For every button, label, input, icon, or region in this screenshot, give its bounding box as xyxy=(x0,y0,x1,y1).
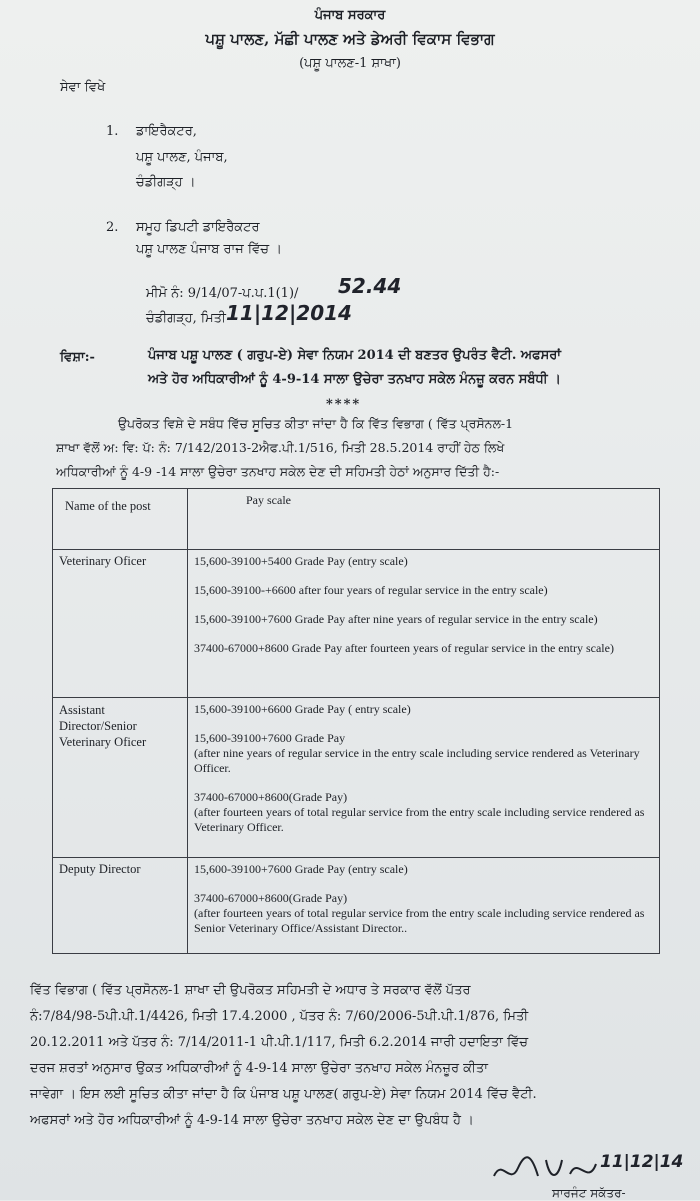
closing-line: ਜਾਵੇਗਾ । ਇਸ ਲਈ ਸੂਚਿਤ ਕੀਤਾ ਜਾਂਦਾ ਹੈ ਕਿ ਪੰਜਾਬ ਪਸ਼ੂ ਪਾਲਣ( ਗਰੁਪ-ਏ) ਸੇਵਾ ਨਿਯਮ 2014 ਵਿੱਚ ਵੈਟੀ. xyxy=(30,1087,537,1102)
addressee-2-line: ਸਮੂਹ ਡਿਪਟੀ ਡਾਇਰੈਕਟਰ xyxy=(136,220,260,235)
memo-date-handwritten: 11|12|2014 xyxy=(226,301,352,325)
table-cell-payscale xyxy=(188,550,660,698)
addressee-1-line: ਚੰਡੀਗੜ੍ਹ । xyxy=(136,175,196,190)
pay-entry: 37400-67000+8600(Grade Pay) (after fourteen years of total regular service from the entry scale including service rendered as Veterinary Officer. xyxy=(194,790,645,834)
signature-date-handwritten: 11|12|14 xyxy=(600,1152,684,1172)
pay-entry: 15,600-39100+7600 Grade Pay after nine years of regular service in the entry scale) xyxy=(194,612,598,626)
table-cell-post: Veterinary Oficer xyxy=(53,550,188,698)
table-cell-post: Assistant Director/Senior Veterinary Oficer xyxy=(53,698,188,858)
closing-line: ਅਫਸਰਾਂ ਅਤੇ ਹੋਰ ਅਧਿਕਾਰੀਆਂ ਨੂੰ 4-9-14 ਸਾਲਾ ਉਚੇਰਾ ਤਨਖਾਹ ਸਕੇਲ ਦੇਣ ਦਾ ਉਪਬੰਧ ਹੈ । xyxy=(30,1113,474,1128)
subject-label: ਵਿਸ਼ਾ:- xyxy=(60,350,95,365)
addressee-2-line: ਪਸ਼ੂ ਪਾਲਣ ਪੰਜਾਬ ਰਾਜ ਵਿੱਚ । xyxy=(136,242,282,257)
table-row xyxy=(53,858,660,954)
header-department: ਪਸ਼ੂ ਪਾਲਣ, ਮੱਛੀ ਪਾਲਣ ਅਤੇ ਡੇਅਰੀ ਵਿਕਾਸ ਵਿਭਾਗ xyxy=(205,30,495,48)
signatory-designation: ਸਾਰਜੰਟ ਸਕੱਤਰ- xyxy=(552,1186,626,1200)
intro-line: ਉਪਰੋਕਤ ਵਿਸ਼ੇ ਦੇ ਸਬੰਧ ਵਿੱਚ ਸੂਚਿਤ ਕੀਤਾ ਜਾਂਦਾ ਹੈ ਕਿ ਵਿੱਤ ਵਿਭਾਗ ( ਵਿੱਤ ਪ੍ਰਸੋਨਲ-1 xyxy=(118,416,514,431)
closing-paragraph xyxy=(30,978,670,1134)
memo-number-label: ਮੀਮੋ ਨੰ: 9/14/07-ਪ.ਪ.1(1)/ xyxy=(146,286,299,301)
memo-number-handwritten: 52.44 xyxy=(338,274,402,298)
closing-line: ਨੰ:7/84/98-5ਪੀ.ਪੀ.1/4426, ਮਿਤੀ 17.4.2000 , ਪੱਤਰ ਨੰ: 7/60/2006-5ਪੀ.ਪੀ.1/876, ਮਿਤੀ xyxy=(30,1009,529,1024)
pay-entry: 37400-67000+8600 Grade Pay after fourteen years of regular service in the entry scale) xyxy=(194,641,614,655)
subject-line: ਪੰਜਾਬ ਪਸ਼ੂ ਪਾਲਣ ( ਗਰੁਪ-ਏ) ਸੇਵਾ ਨਿਯਮ 2014 ਦੀ ਬਣਤਰ ਉਪਰੰਤ ਵੈਟੀ. ਅਫਸਰਾਂ xyxy=(148,348,561,363)
intro-paragraph xyxy=(56,412,646,484)
header-branch: (ਪਸ਼ੂ ਪਾਲਣ-1 ਸ਼ਾਖਾ) xyxy=(299,56,401,71)
pay-entry: 15,600-39100+6600 Grade Pay ( entry scale) xyxy=(194,702,411,716)
subject-text xyxy=(148,344,640,392)
table-cell-payscale xyxy=(188,698,660,858)
pay-entry: 15,600-39100-+6600 after four years of regular service in the entry scale) xyxy=(194,583,548,597)
closing-line: 20.12.2011 ਅਤੇ ਪੱਤਰ ਨੰ: 7/14/2011-1 ਪੀ.ਪੀ.1/117, ਮਿਤੀ 6.2.2014 ਜਾਰੀ ਹਦਾਇਤਾ ਵਿੱਚ xyxy=(30,1035,529,1050)
closing-line: ਵਿੱਤ ਵਿਭਾਗ ( ਵਿੱਤ ਪ੍ਰਸੋਨਲ-1 ਸ਼ਾਖਾ ਦੀ ਉਪਰੋਕਤ ਸਹਿਮਤੀ ਦੇ ਅਧਾਰ ਤੇ ਸਰਕਾਰ ਵੱਲੋਂ ਪੱਤਰ xyxy=(30,983,471,998)
table-header-payscale: Pay scale xyxy=(188,489,660,550)
table-header-row xyxy=(53,489,660,550)
addressee-1-line: ਡਾਇਰੈਕਟਰ, xyxy=(136,124,197,139)
pay-entry: 15,600-39100+7600 Grade Pay (after nine years of regular service in the entry scale including service rendered as Veterinary Officer. xyxy=(194,731,640,775)
pay-entry: 15,600-39100+7600 Grade Pay (entry scale) xyxy=(194,862,408,876)
pay-scale-table xyxy=(52,488,660,954)
intro-line: ਅਧਿਕਾਰੀਆਂ ਨੂੰ 4-9 -14 ਸਾਲਾ ਉਚੇਰਾ ਤਨਖਾਹ ਸਕੇਲ ਦੇਣ ਦੀ ਸਹਿਮਤੀ ਹੇਠਾਂ ਅਨੁਸਾਰ ਦਿੱਤੀ ਹੈ:- xyxy=(56,464,500,479)
salutation: ਸੇਵਾ ਵਿਖੇ xyxy=(60,80,106,95)
closing-line: ਦਰਜ ਸ਼ਰਤਾਂ ਅਨੁਸਾਰ ਉਕਤ ਅਧਿਕਾਰੀਆਂ ਨੂੰ 4-9-14 ਸਾਲਾ ਉਚੇਰਾ ਤਨਖਾਹ ਸਕੇਲ ਮੰਨਜ਼ੂਰ ਕੀਤਾ xyxy=(30,1061,488,1076)
header-government: ਪੰਜਾਬ ਸਰਕਾਰ xyxy=(314,8,386,23)
subject-line: ਅਤੇ ਹੋਰ ਅਧਿਕਾਰੀਆਂ ਨੂੰ 4-9-14 ਸਾਲਾ ਉਚੇਰਾ ਤਨਖਾਹ ਸਕੇਲ ਮੰਨਜ਼ੂ ਕਰਨ ਸਬੰਧੀ । xyxy=(148,372,561,387)
pay-entry: 15,600-39100+5400 Grade Pay (entry scale) xyxy=(194,554,408,568)
addressee-2-number: 2. xyxy=(106,220,119,235)
subject-separator: **** xyxy=(326,397,362,412)
addressee-1-line: ਪਸ਼ੂ ਪਾਲਣ, ਪੰਜਾਬ, xyxy=(136,150,228,165)
table-row xyxy=(53,550,660,698)
table-cell-payscale xyxy=(188,858,660,954)
addressee-1-number: 1. xyxy=(106,124,119,139)
intro-line: ਸ਼ਾਖਾ ਵੱਲੋਂ ਅ: ਵਿ: ਪੱ: ਨੰ: 7/142/2013-2ਐਫ.ਪੀ.1/516, ਮਿਤੀ 28.5.2014 ਰਾਹੀਂ ਹੇਠ ਲਿਖੇ xyxy=(56,440,505,455)
pay-entry: 37400-67000+8600(Grade Pay) (after fourteen years of total regular service from the entry scale including service rendered as Senior Veterinary Office/Assistant Director.. xyxy=(194,891,645,935)
table-cell-post: Deputy Director xyxy=(53,858,188,954)
table-header-post: Name of the post xyxy=(53,489,188,550)
memo-date-label: ਚੰਡੀਗੜ੍ਹ, ਮਿਤੀ xyxy=(146,311,226,326)
table-row xyxy=(53,698,660,858)
